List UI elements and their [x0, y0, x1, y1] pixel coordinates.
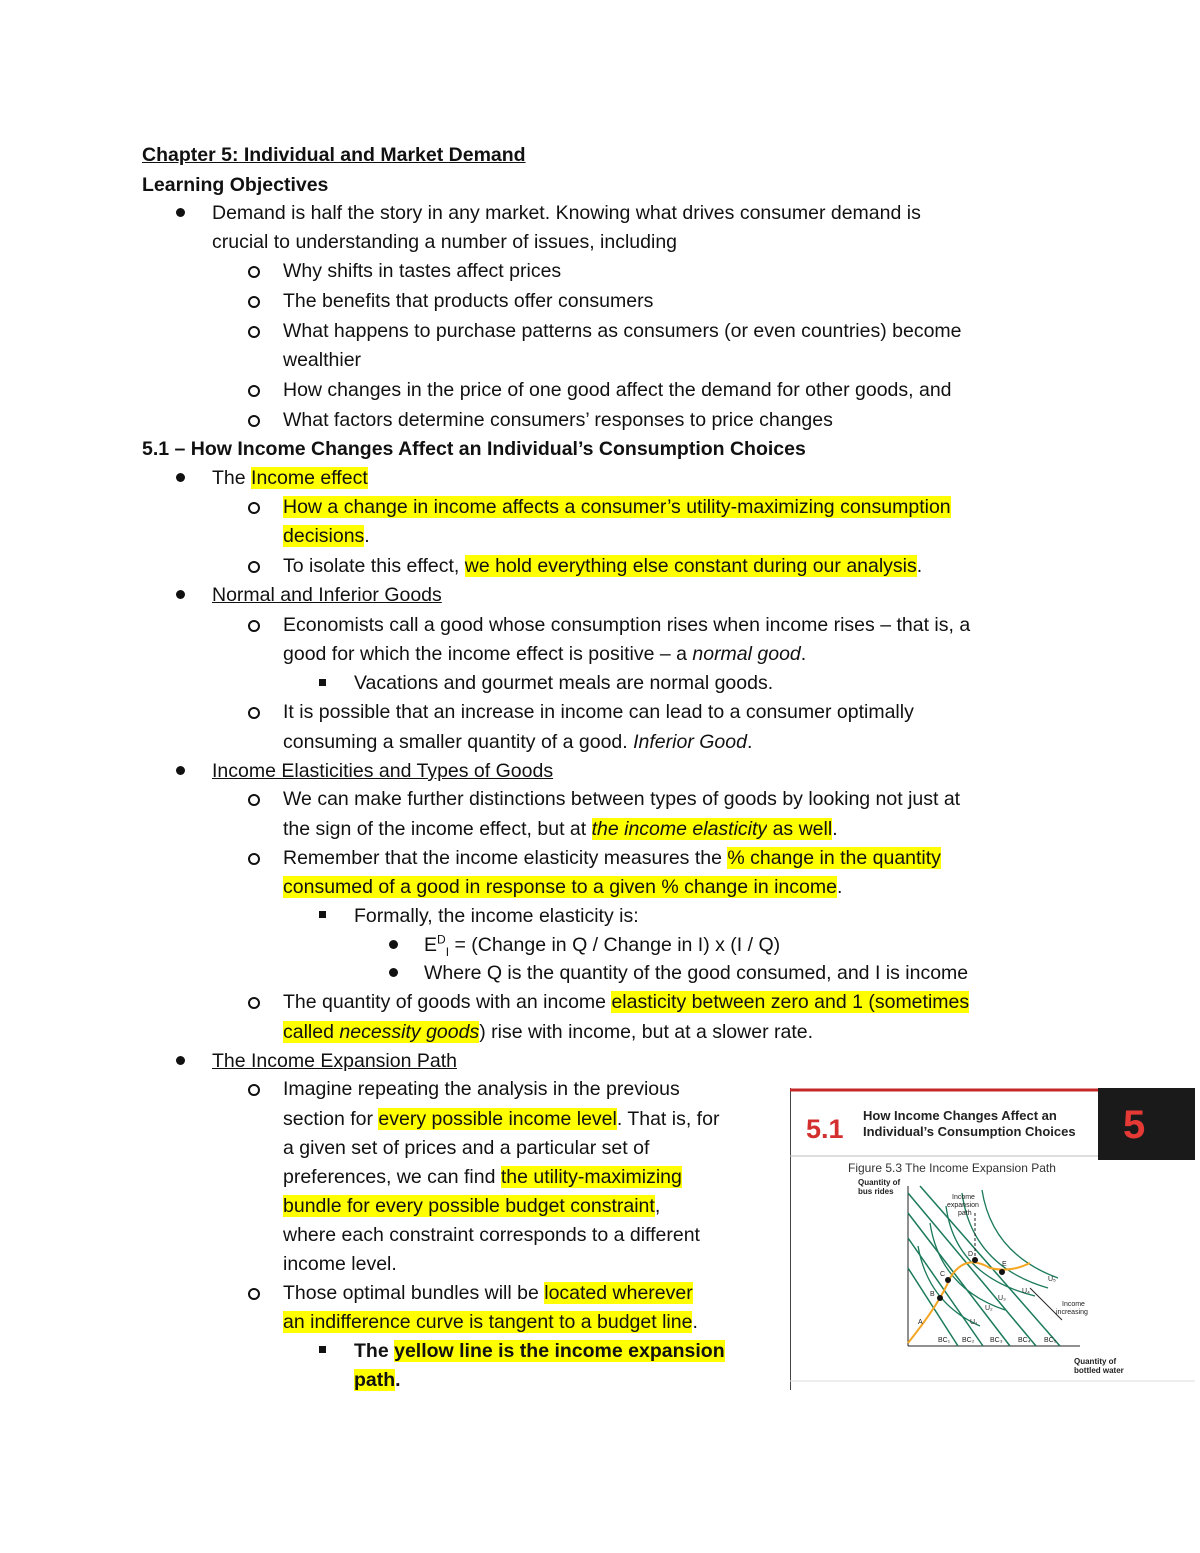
chapter-number: 5 [1123, 1103, 1146, 1147]
text: . [395, 1369, 401, 1391]
bullet-circle [248, 997, 260, 1009]
highlight: an indifference curve is tangent to a budget line [283, 1311, 693, 1333]
objective-item: The benefits that products offer consumers [283, 290, 654, 312]
remember-line2 [283, 874, 842, 900]
chapter-tab [1098, 1088, 1195, 1160]
income-effect-def-line1 [283, 494, 951, 520]
bc-label: BC₁ [938, 1337, 951, 1344]
point-label: D [968, 1251, 974, 1258]
bullet-square [319, 1346, 326, 1353]
highlight-italic: the income elasticity [591, 818, 768, 840]
text: The [212, 467, 252, 489]
y-axis-label-line2: bus rides [858, 1187, 894, 1196]
bc-label: BC₄ [1018, 1337, 1031, 1344]
text: Those optimal bundles will be [283, 1282, 545, 1304]
necessity-line1 [283, 989, 969, 1015]
text: . [836, 876, 843, 898]
formula-e: E [424, 934, 438, 956]
objective-item: What factors determine consumers’ responses to price changes [283, 409, 833, 431]
bullet-circle [248, 620, 260, 632]
optimal-line1 [283, 1280, 693, 1306]
text: The quantity of goods with an income [283, 991, 612, 1013]
yellow-line-line2 [354, 1367, 401, 1393]
imagine-line5 [283, 1193, 660, 1219]
indifference-curve-5 [982, 1190, 1058, 1278]
u-label: U₃ [998, 1295, 1006, 1302]
distinctions-line1: We can make further distinctions between types of goods by looking not just at [283, 788, 961, 810]
income-effect-line [212, 465, 368, 491]
figure-caption: Figure 5.3 The Income Expansion Path [848, 1161, 1056, 1175]
highlight: as well [767, 818, 833, 840]
bullet-circle [248, 707, 260, 719]
text: preferences, we can find [283, 1166, 501, 1188]
u-label: U₂ [985, 1305, 993, 1312]
formula-rest: = (Change in Q / Change in I) x (I / Q) [449, 934, 781, 956]
point-label: B [930, 1291, 935, 1298]
highlight: path [354, 1369, 396, 1391]
text: , [654, 1195, 661, 1217]
highlight: called [283, 1021, 340, 1043]
bullet-circle [248, 853, 260, 865]
text: . That is, for [616, 1108, 720, 1130]
point-label: E [1002, 1261, 1007, 1268]
bullet-circle [248, 385, 260, 397]
u-label: U₅ [1048, 1276, 1056, 1283]
objectives-intro-line2: crucial to understanding a number of issues, including [212, 231, 678, 253]
objective-item: How changes in the price of one good affect the demand for other goods, and [283, 379, 952, 401]
imagine-line1: Imagine repeating the analysis in the previous [283, 1078, 680, 1100]
imagine-line6: where each constraint corresponds to a different [283, 1224, 700, 1246]
bc-label: BC₃ [990, 1337, 1003, 1344]
highlight: How a change in income affects a consumer’s utility-maximizing consumption [283, 496, 951, 518]
normal-good-line2 [283, 641, 806, 667]
text: To isolate this effect, [283, 555, 465, 577]
bullet-square [319, 679, 326, 686]
point-b [937, 1295, 943, 1301]
where-line: Where Q is the quantity of the good consumed, and I is income [424, 962, 969, 984]
highlight: decisions [283, 525, 365, 547]
highlight: % change in the quantity [727, 847, 941, 869]
formally-line: Formally, the income elasticity is: [354, 905, 639, 927]
optimal-line2 [283, 1309, 698, 1335]
slide-graphic [790, 1088, 1195, 1390]
u-label: U₄ [1022, 1288, 1030, 1295]
text: consuming a smaller quantity of a good. [283, 731, 634, 753]
arrow-label-line2: increasing [1056, 1309, 1088, 1316]
text: . [800, 643, 807, 665]
objectives-intro-line1: Demand is half the story in any market. Knowing what drives consumer demand is [212, 202, 921, 224]
highlight: elasticity between zero and 1 (sometimes [611, 991, 970, 1013]
bullet-circle [248, 326, 260, 338]
bc-label: BC₅ [1044, 1337, 1057, 1344]
highlight: located wherever [544, 1282, 693, 1304]
u-label: U₁ [970, 1319, 978, 1326]
objective-item: Why shifts in tastes affect prices [283, 260, 562, 282]
highlight: the utility-maximizing [500, 1166, 682, 1188]
bullet-dot [176, 1056, 185, 1065]
arrow-label-line1: Income [1062, 1301, 1085, 1308]
bullet-dot [176, 473, 185, 482]
text: Remember that the income elasticity measures the [283, 847, 728, 869]
section-heading: 5.1 – How Income Changes Affect an Individual’s Consumption Choices [142, 438, 806, 460]
italic-term: normal good [692, 643, 801, 665]
bc-label: BC₂ [962, 1337, 975, 1344]
highlight-italic: necessity goods [339, 1021, 480, 1043]
distinctions-line2 [283, 816, 838, 842]
point-label: C [940, 1271, 946, 1278]
bullet-square [319, 911, 326, 918]
highlight: yellow line is the income expansion [394, 1340, 725, 1362]
highlight: every possible income level [378, 1108, 617, 1130]
x-axis-label-line1: Quantity of [1074, 1357, 1117, 1366]
imagine-line7: income level. [283, 1253, 397, 1275]
inferior-good-line2 [283, 729, 752, 755]
text: section for [283, 1108, 379, 1130]
bullet-dot [389, 968, 398, 977]
section-number: 5.1 [806, 1114, 844, 1144]
objective-item-cont: wealthier [283, 349, 362, 371]
budget-line-5 [920, 1186, 1060, 1346]
text: . [692, 1311, 698, 1333]
vacations-line: Vacations and gourmet meals are normal goods. [354, 672, 774, 694]
path-label-line3: path [958, 1210, 972, 1217]
highlight: consumed of a good in response to a given % change in income [283, 876, 837, 898]
bullet-circle [248, 1288, 260, 1300]
formula-sub: I [445, 944, 450, 959]
highlight: bundle for every possible budget constraint [283, 1195, 655, 1217]
point-c [945, 1277, 951, 1283]
income-effect-term: Income effect [251, 467, 368, 489]
formula-sup: D [437, 932, 446, 947]
bullet-dot [176, 590, 185, 599]
yellow-line-line1 [354, 1338, 725, 1364]
indifference-curve-1 [918, 1246, 980, 1326]
text: ) rise with income, but at a slower rate. [479, 1021, 814, 1043]
formula-line [424, 932, 780, 958]
chapter-title: Chapter 5: Individual and Market Demand [142, 144, 526, 166]
budget-line-3 [908, 1213, 1010, 1346]
bullet-dot [389, 940, 398, 949]
bullet-circle [248, 561, 260, 573]
highlight: we hold everything else constant during our analysis [464, 555, 917, 577]
bullet-dot [176, 766, 185, 775]
text: . [832, 818, 838, 840]
remember-line1 [283, 845, 941, 871]
objective-item: What happens to purchase patterns as consumers (or even countries) become [283, 320, 962, 342]
x-axis-label-line2: bottled water [1074, 1366, 1124, 1375]
text: . [364, 525, 370, 547]
text: good for which the income effect is positive – a [283, 643, 693, 665]
necessity-line2 [283, 1019, 813, 1045]
imagine-line4 [283, 1164, 682, 1190]
slide-title-line2: Individual’s Consumption Choices [863, 1124, 1076, 1139]
bullet-circle [248, 266, 260, 278]
text: . [746, 731, 753, 753]
isolate-line [283, 553, 922, 579]
text: The [354, 1340, 395, 1362]
expansion-heading: The Income Expansion Path [212, 1050, 457, 1072]
bullet-circle [248, 794, 260, 806]
text: the sign of the income effect, but at [283, 818, 592, 840]
bullet-dot [176, 208, 185, 217]
text: . [916, 555, 923, 577]
slide-title-line1: How Income Changes Affect an [863, 1108, 1057, 1123]
normal-inferior-heading: Normal and Inferior Goods [212, 584, 442, 606]
path-label-line2: expansion [947, 1202, 979, 1209]
normal-good-line1: Economists call a good whose consumption rises when income rises – that is, a [283, 614, 971, 636]
inferior-good-line1: It is possible that an increase in income can lead to a consumer optimally [283, 701, 914, 723]
point-e [999, 1269, 1005, 1275]
income-effect-def-line2 [283, 523, 370, 549]
bullet-circle [248, 415, 260, 427]
y-axis-label-line1: Quantity of [858, 1178, 901, 1187]
imagine-line2 [283, 1106, 719, 1132]
learning-objectives-heading: Learning Objectives [142, 174, 329, 196]
italic-term: Inferior Good [633, 731, 747, 753]
bullet-circle [248, 1084, 260, 1096]
bullet-circle [248, 502, 260, 514]
imagine-line3: a given set of prices and a particular set of [283, 1137, 650, 1159]
point-label: A [918, 1319, 923, 1326]
elasticities-heading: Income Elasticities and Types of Goods [212, 760, 554, 782]
bullet-circle [248, 296, 260, 308]
path-label-line1: Income [952, 1194, 975, 1201]
income-expansion-slide [790, 1088, 1195, 1390]
